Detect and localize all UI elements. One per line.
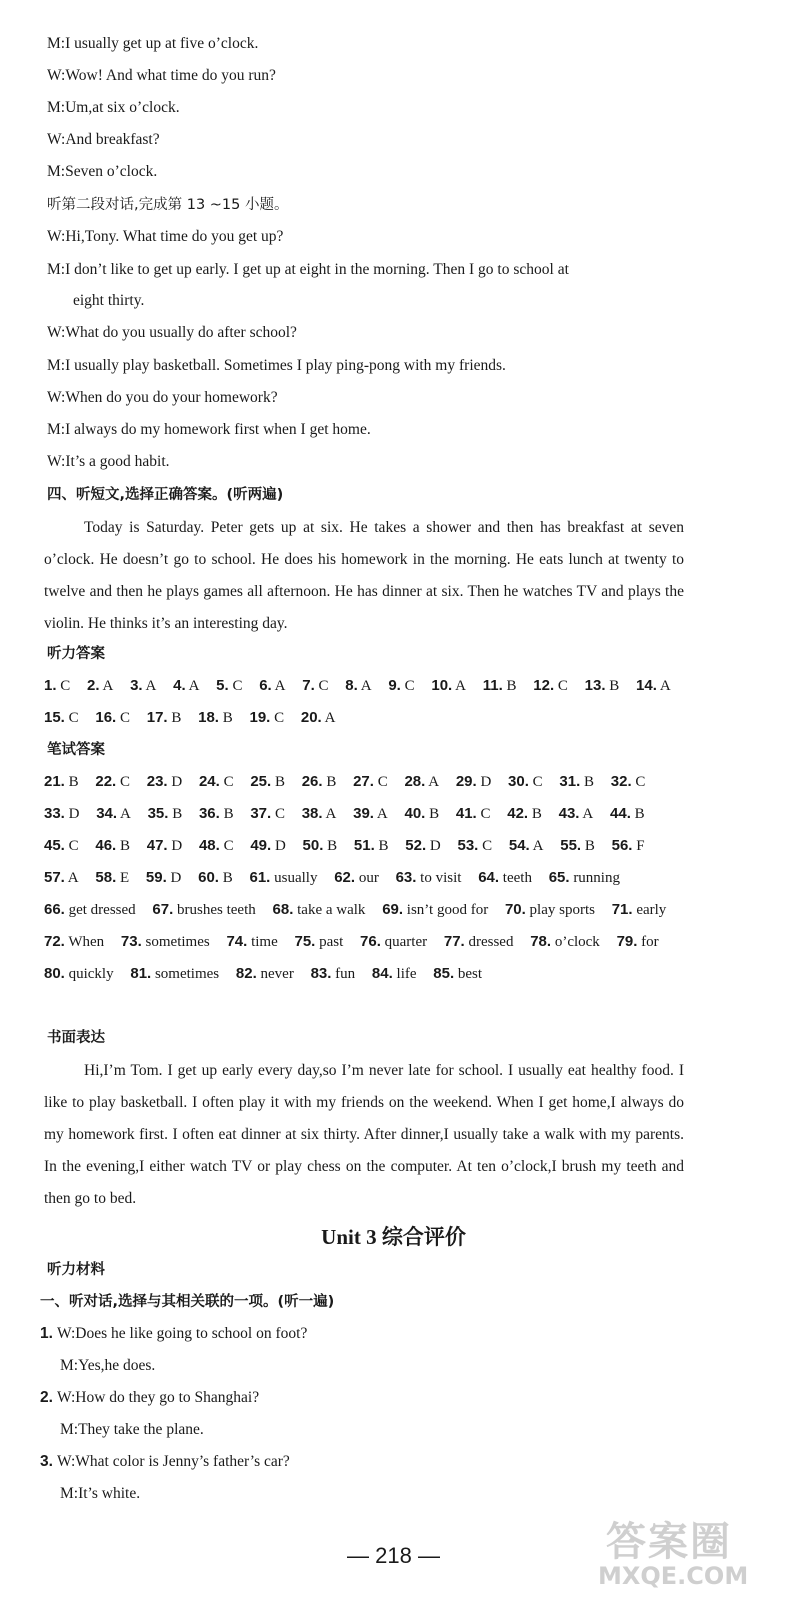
answer-item (95, 774, 130, 790)
answer-number: 13. (584, 677, 606, 694)
answer-number: 3. (130, 677, 143, 694)
answer-value: C (68, 838, 79, 854)
answer-item (353, 806, 388, 822)
answer-number: 10. (431, 677, 453, 694)
answer-number: 59. (145, 869, 167, 886)
answer-value: D (274, 838, 286, 854)
answer-number: 4. (173, 677, 186, 694)
answer-item (405, 838, 440, 854)
answer-value: A (428, 774, 440, 790)
answer-value: D (68, 806, 80, 822)
answer-value: brushes teeth (177, 902, 256, 918)
answer-value: A (324, 710, 336, 726)
answer-number: 74. (226, 933, 248, 950)
answer-value: our (358, 870, 379, 886)
answer-value: sometimes (145, 934, 210, 950)
answer-item (301, 710, 336, 726)
dialogue1-line-5: M:Seven o’clock. (47, 163, 158, 180)
answer-number: 70. (504, 901, 526, 918)
answer-number: 64. (478, 869, 500, 886)
answer-number: 53. (457, 837, 479, 854)
dialogue2-line-1: W:Hi,Tony. What time do you get up? (47, 228, 284, 245)
watermark-line1: 答案圈 (606, 1519, 732, 1565)
answer-item (585, 678, 620, 694)
dialogue1-line-4: W:And breakfast? (47, 131, 160, 148)
answer-item (44, 870, 79, 886)
answer-value: C (68, 710, 79, 726)
answer-value: quickly (68, 966, 114, 982)
answer-value: early (636, 902, 667, 918)
answer-value: D (429, 838, 441, 854)
answer-value: C (480, 806, 491, 822)
listening-material-heading: 听力材料 (47, 1262, 105, 1278)
answer-number: 80. (44, 965, 65, 982)
answer-value: E (120, 870, 130, 886)
answer-number: 58. (95, 869, 117, 886)
answer-value: B (222, 710, 233, 726)
answer-number: 6. (259, 677, 272, 694)
answer-item (95, 838, 130, 854)
answer-value: sometimes (154, 966, 220, 982)
answer-item (95, 870, 129, 886)
answer-item (130, 966, 219, 982)
answer-item (549, 870, 620, 886)
answer-number: 2. (87, 677, 100, 694)
answer-value: B (171, 710, 182, 726)
answer-value: A (376, 806, 388, 822)
dialogue2-line-6: M:I always do my homework first when I get home. (47, 421, 371, 438)
answer-item (509, 838, 544, 854)
answer-value: take a walk (297, 902, 366, 918)
answer-value: play sports (529, 902, 595, 918)
answer-item (146, 870, 181, 886)
answer-value: best (457, 966, 483, 982)
answer-number: 82. (235, 965, 257, 982)
answer-item (44, 774, 79, 790)
answer-number: 76. (360, 933, 381, 950)
written-answers (44, 766, 694, 990)
answer-value: C (119, 774, 130, 790)
answer-number: 49. (250, 837, 272, 854)
answer-item (303, 838, 338, 854)
answer-number: 51. (353, 837, 375, 854)
dialogue2-line-2: M:I don’t like to get up early. I get up at eight in the morning. Then I go to school at (47, 261, 569, 278)
answer-item (121, 934, 210, 950)
answer-value: C (223, 774, 234, 790)
answer-number: 28. (404, 773, 426, 790)
answer-number: 15. (44, 709, 65, 726)
answer-item (44, 966, 114, 982)
answer-number: 46. (95, 837, 117, 854)
answer-value: dressed (468, 934, 514, 950)
unit-dialogue-1-m: M:Yes,he does. (60, 1357, 156, 1374)
answer-item (478, 870, 532, 886)
answer-number: 44. (610, 805, 631, 822)
answer-value: B (68, 774, 79, 790)
dialogue1-line-1: M:I usually get up at five o’clock. (47, 35, 259, 52)
answer-value: B (506, 678, 517, 694)
answer-item (396, 870, 462, 886)
answer-item (311, 966, 356, 982)
answer-item (250, 774, 285, 790)
answer-value: C (232, 678, 243, 694)
answer-item (354, 838, 389, 854)
answer-value: C (318, 678, 329, 694)
answer-item (44, 678, 70, 694)
answer-number: 68. (272, 901, 294, 918)
answer-item (147, 838, 182, 854)
answer-value: usually (274, 870, 318, 886)
answer-item (44, 710, 79, 726)
answer-item (302, 806, 337, 822)
answer-number: 24. (198, 773, 220, 790)
section2-instruction: 听第二段对话,完成第 13 ~15 小题。 (47, 197, 289, 213)
dialogue2-line-2-cont: eight thirty. (73, 292, 145, 309)
answer-item (508, 774, 543, 790)
answer-number: 16. (95, 709, 117, 726)
answer-number: 52. (405, 837, 427, 854)
answer-value: isn’t good for (406, 902, 489, 918)
answer-number: 75. (294, 933, 316, 950)
answer-value: A (455, 678, 466, 694)
answer-number: 81. (130, 965, 152, 982)
answer-number: 1. (44, 677, 57, 694)
unit-dialogue-1-w (40, 1324, 307, 1344)
answer-value: A (360, 678, 372, 694)
answer-value: B (274, 774, 285, 790)
answer-value: B (378, 838, 389, 854)
answer-value: B (584, 774, 595, 790)
answer-item (636, 678, 671, 694)
unit-dialogue-3-w (40, 1452, 290, 1472)
answer-item (250, 710, 285, 726)
answer-number: 7. (302, 677, 315, 694)
answer-value: C (532, 774, 543, 790)
answer-number: 67. (152, 901, 174, 918)
answer-item (433, 966, 482, 982)
dialogue2-line-5: W:When do you do your homework? (47, 389, 278, 406)
written-answers-heading: 笔试答案 (47, 742, 105, 758)
part4-heading: 四、听短文,选择正确答案。(听两遍) (47, 487, 284, 503)
answer-item (294, 934, 343, 950)
answer-value: D (480, 774, 492, 790)
answer-number: 35. (147, 805, 169, 822)
answer-number: 79. (616, 933, 638, 950)
answer-item (611, 774, 646, 790)
answer-number: 40. (404, 805, 426, 822)
answer-item (250, 838, 285, 854)
answer-number: 45. (44, 837, 65, 854)
answer-value: D (170, 870, 182, 886)
unit-dialogue-1-question: W:Does he like going to school on foot? (56, 1325, 308, 1342)
answer-value: B (223, 806, 234, 822)
answer-item (457, 838, 492, 854)
writing-sample (44, 1055, 684, 1215)
answer-item (95, 710, 130, 726)
answer-value: B (609, 678, 620, 694)
answer-item (226, 934, 277, 950)
listening-answers (44, 670, 694, 734)
watermark-logo (598, 1510, 778, 1595)
answer-value: B (327, 838, 338, 854)
answer-item (444, 934, 514, 950)
answer-item (530, 934, 600, 950)
answer-number: 23. (146, 773, 168, 790)
answer-value: D (171, 774, 183, 790)
answer-number: 36. (198, 805, 220, 822)
dialogue1-line-2: W:Wow! And what time do you run? (47, 67, 276, 84)
answer-number: 11. (482, 677, 503, 694)
answer-item (456, 774, 491, 790)
answer-item (130, 678, 156, 694)
dialogue1-line-3: M:Um,at six o’clock. (47, 99, 180, 116)
answer-item (96, 806, 131, 822)
answer-item (44, 806, 79, 822)
answer-item (259, 678, 285, 694)
answer-value: past (319, 934, 344, 950)
answer-item (533, 678, 568, 694)
watermark-line2: MXQE.COM (598, 1562, 749, 1590)
answer-number: 41. (455, 805, 477, 822)
answer-item (334, 870, 379, 886)
answer-number: 18. (198, 709, 219, 726)
answer-item (199, 838, 234, 854)
listening-passage (44, 512, 684, 640)
answer-number: 73. (120, 933, 142, 950)
answer-value: B (429, 806, 440, 822)
answer-value: running (573, 870, 620, 886)
answer-number: 21. (44, 773, 65, 790)
answer-value: A (325, 806, 337, 822)
answer-item (236, 966, 294, 982)
answer-value: A (659, 678, 671, 694)
answer-number: 84. (371, 965, 393, 982)
answer-item (353, 774, 388, 790)
answer-number: 71. (611, 901, 633, 918)
answer-value: B (172, 806, 183, 822)
answer-value: C (482, 838, 493, 854)
dialogue2-line-3: W:What do you usually do after school? (47, 324, 297, 341)
answer-value: for (641, 934, 659, 950)
answer-value: A (532, 838, 544, 854)
answer-item (372, 966, 417, 982)
unit-dialogue-3-num: 3. (40, 1453, 53, 1470)
answer-item (302, 774, 337, 790)
answer-value: A (582, 806, 594, 822)
answer-value: When (68, 934, 105, 950)
answer-item (505, 902, 595, 918)
answer-value: C (119, 710, 130, 726)
unit-dialogue-3-question: W:What color is Jenny’s father’s car? (56, 1453, 290, 1470)
answer-value: C (274, 806, 285, 822)
answer-value: B (119, 838, 130, 854)
answer-number: 57. (44, 869, 65, 886)
unit-dialogue-1-num: 1. (40, 1325, 53, 1342)
answer-number: 22. (95, 773, 117, 790)
answer-item (360, 934, 427, 950)
answer-number: 26. (301, 773, 323, 790)
answer-value: B (584, 838, 595, 854)
answer-item (507, 806, 542, 822)
answer-value: C (404, 678, 415, 694)
answer-value: A (188, 678, 200, 694)
answer-number: 12. (533, 677, 555, 694)
answer-value: C (60, 678, 71, 694)
answer-number: 19. (249, 709, 271, 726)
answer-value: B (222, 870, 233, 886)
answer-number: 85. (433, 965, 455, 982)
answer-item (250, 870, 318, 886)
answer-item (382, 902, 488, 918)
answer-value: quarter (384, 934, 428, 950)
answer-value: B (634, 806, 645, 822)
answer-item (559, 806, 594, 822)
answer-number: 31. (559, 773, 581, 790)
answer-item (152, 902, 255, 918)
answer-value: never (260, 966, 294, 982)
answer-number: 8. (345, 677, 358, 694)
answer-number: 34. (96, 805, 118, 822)
answer-item (560, 838, 595, 854)
answer-number: 32. (610, 773, 632, 790)
answer-item (483, 678, 517, 694)
answer-item (199, 806, 234, 822)
answer-item (250, 806, 285, 822)
answer-item (617, 934, 659, 950)
answer-item (173, 678, 199, 694)
answer-number: 56. (611, 837, 633, 854)
answer-number: 54. (508, 837, 530, 854)
answer-value: C (274, 710, 285, 726)
answer-item (148, 806, 183, 822)
page-number: — 218 — (347, 1543, 440, 1568)
answer-number: 62. (334, 869, 356, 886)
answer-value: life (396, 966, 417, 982)
answer-number: 17. (146, 709, 168, 726)
listening-answers-heading: 听力答案 (47, 646, 105, 662)
answer-number: 47. (146, 837, 168, 854)
answer-item (610, 806, 645, 822)
answer-item (147, 710, 182, 726)
answer-item (456, 806, 491, 822)
answer-number: 77. (443, 933, 465, 950)
answer-number: 72. (44, 933, 65, 950)
answer-value: o’clock (554, 934, 600, 950)
unit-dialogue-2-question: W:How do they go to Shanghai? (56, 1389, 260, 1406)
writing-heading: 书面表达 (47, 1030, 105, 1046)
answer-value: time (251, 934, 278, 950)
answer-item (431, 678, 466, 694)
answer-value: C (635, 774, 646, 790)
answer-value: B (531, 806, 542, 822)
answer-value: C (377, 774, 388, 790)
answer-item (216, 678, 242, 694)
answer-value: C (557, 678, 568, 694)
answer-number: 25. (250, 773, 272, 790)
answer-number: 55. (560, 837, 582, 854)
answer-value: F (636, 838, 645, 854)
answer-number: 83. (310, 965, 332, 982)
answer-number: 39. (353, 805, 374, 822)
answer-value: teeth (502, 870, 532, 886)
answer-item (404, 774, 439, 790)
answer-item (198, 710, 233, 726)
answer-item (87, 678, 113, 694)
answer-value: fun (335, 966, 356, 982)
answer-item (147, 774, 182, 790)
answer-number: 27. (353, 773, 374, 790)
answer-value: to visit (420, 870, 462, 886)
unit-dialogue-3-m: M:It’s white. (60, 1485, 141, 1502)
answer-item (44, 934, 104, 950)
answer-number: 29. (455, 773, 477, 790)
answer-value: A (145, 678, 157, 694)
answer-number: 14. (636, 677, 657, 694)
answer-number: 65. (548, 869, 570, 886)
answer-item (302, 678, 328, 694)
answer-item (612, 838, 645, 854)
answer-number: 69. (382, 901, 404, 918)
unit-title: Unit 3 综合评价 (321, 1225, 466, 1249)
answer-item (44, 902, 136, 918)
answer-item (44, 838, 79, 854)
answer-item (198, 870, 233, 886)
answer-number: 50. (302, 837, 324, 854)
answer-item (559, 774, 594, 790)
dialogue2-line-7: W:It’s a good habit. (47, 453, 170, 470)
part1-heading: 一、听对话,选择与其相关联的一项。(听一遍) (40, 1294, 335, 1310)
answer-value: B (326, 774, 337, 790)
answer-item (405, 806, 440, 822)
answer-number: 9. (388, 677, 401, 694)
answer-item (273, 902, 366, 918)
listening-passage-text: Today is Saturday. Peter gets up at six. He takes a shower and then has breakfast at seven o’clock. He doesn’t go to school. He does his homework in the morning. He eats lunch at twenty to twelve and then he plays games all afternoon. He has dinner at six. Then he watches TV and plays the violin. He thinks it’s an interesting day. (44, 519, 684, 632)
answer-number: 48. (198, 837, 220, 854)
writing-sample-text: Hi,I’m Tom. I get up early every day,so I’m never late for school. I usually eat healthy food. I like to play basketball. I often play it with my friends on the weekend. When I get home,I always do my homework first. I often eat dinner at six thirty. After dinner,I usually take a walk with my parents. In the evening,I either watch TV or play chess on the computer. At ten o’clock,I brush my teeth and then go to bed. (44, 1062, 684, 1207)
unit-dialogue-2-m: M:They take the plane. (60, 1421, 204, 1438)
answer-value: A (67, 870, 79, 886)
answer-value: D (171, 838, 183, 854)
answer-number: 5. (216, 677, 229, 694)
answer-number: 66. (44, 901, 65, 918)
answer-number: 63. (395, 869, 417, 886)
unit-dialogue-2-w (40, 1388, 259, 1408)
answer-number: 30. (508, 773, 529, 790)
answer-number: 38. (301, 805, 323, 822)
answer-number: 78. (530, 933, 552, 950)
answer-value: A (102, 678, 114, 694)
answer-item (345, 678, 371, 694)
answer-number: 37. (250, 805, 272, 822)
answer-value: get dressed (68, 902, 136, 918)
answer-number: 33. (44, 805, 65, 822)
answer-number: 61. (249, 869, 271, 886)
answer-value: C (223, 838, 234, 854)
unit-dialogue-2-num: 2. (40, 1389, 53, 1406)
answer-value: A (274, 678, 286, 694)
answer-item (612, 902, 667, 918)
dialogue2-line-4: M:I usually play basketball. Sometimes I play ping-pong with my friends. (47, 357, 506, 374)
answer-number: 20. (300, 709, 322, 726)
answer-item (199, 774, 234, 790)
answer-item (388, 678, 414, 694)
answer-value: A (120, 806, 131, 822)
answer-number: 43. (558, 805, 580, 822)
answer-number: 60. (198, 869, 219, 886)
answer-number: 42. (507, 805, 529, 822)
